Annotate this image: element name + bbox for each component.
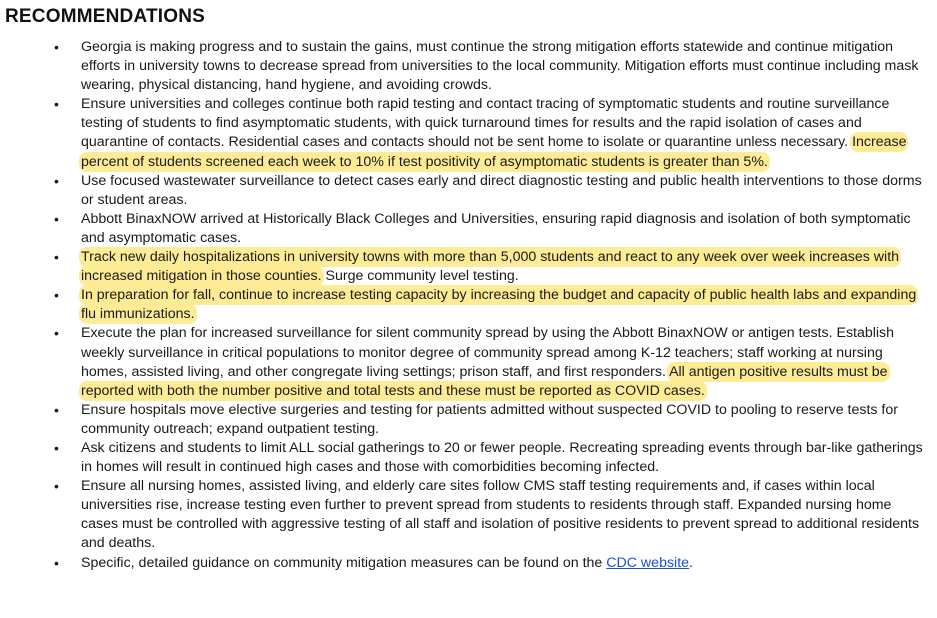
bullet-icon: • — [54, 39, 59, 55]
recommendation-item — [0, 248, 937, 286]
bullet-icon: • — [54, 554, 59, 571]
recommendation-text: Use focused wastewater surveillance to detect cases early and direct diagnostic testing and public health interventions to those dorms or student areas. — [81, 172, 922, 208]
recommendation-item — [0, 95, 937, 171]
recommendation-text: Ensure universities and colleges continue both rapid testing and contact tracing of symptomatic students and routine surveillance testing of students to find asymptomatic students, with quick turnaround times for results and the rapid isolation of cases and quarantine of contacts. Residential cases and contacts should not be sent home to isolate or quarantine unless necessary. — [81, 96, 890, 151]
bullet-icon: • — [54, 172, 59, 189]
recommendation-text: Ensure all nursing homes, assisted living, and elderly care sites follow CMS staff testing requirements and, if cases within local universities rise, increase testing even further to prevent spread from students to residents through staff. Expanded nursing home cases must be controlled with aggressive testing of all staff and isolation of positive residents to prevent spread to additional residents and deaths. — [81, 478, 920, 552]
recommendation-text: Specific, detailed guidance on community mitigation measures can be found on the — [81, 554, 607, 571]
bullet-icon: • — [54, 478, 59, 495]
recommendation-item — [0, 439, 937, 477]
recommendation-item — [0, 172, 937, 210]
highlighted-text: In preparation for fall, continue to increase testing capacity by increasing the budget and capacity of public health labs and expanding flu immunizations. — [81, 287, 917, 323]
recommendation-text: . — [689, 554, 693, 571]
recommendation-text: Georgia is making progress and to sustain the gains, must continue the strong mitigation efforts statewide and continue mitigation efforts in university towns to decrease spread from universities to the local community. Mitigation efforts must continue including mask wearing, physical distancing, hand hygiene, and avoiding crowds. — [81, 39, 919, 94]
recommendation-item — [0, 38, 937, 95]
recommendation-item — [0, 210, 937, 248]
recommendation-text: Ask citizens and students to limit ALL social gatherings to 20 or fewer people. Recreating spreading events through bar-like gatherings in homes will result in continued high cases and those with comorbidities becoming infected. — [81, 439, 923, 476]
highlighted-text: All antigen positive results must be reported with both the number positive and total tests and these must be reported as COVID cases. — [81, 363, 888, 399]
recommendation-item — [0, 401, 937, 439]
recommendation-text: Abbott BinaxNOW arrived at Historically Black Colleges and Universities, ensuring rapid diagnosis and isolation of both symptomatic and asymptomatic cases. — [81, 210, 911, 246]
highlighted-text: Increase percent of students screened each week to 10% if test positivity of asymptomatic students is greater than 5%. — [81, 134, 907, 170]
bullet-icon: • — [54, 96, 59, 113]
recommendation-text: Execute the plan for increased surveillance for silent community spread by using the Abbott BinaxNOW or antigen tests. Establish weekly surveillance in critical populations to monitor degree of community spread among K-12 teachers; staff working at nursing homes, assisted living, and other congregate living settings; prison staff, and first responders. — [81, 325, 895, 380]
bullet-icon: • — [54, 210, 59, 227]
bullet-icon: • — [54, 325, 59, 342]
highlighted-text: Track new daily hospitalizations in university towns with more than 5,000 students and react to any week over week increases with increased mitigation in those counties. — [81, 249, 900, 285]
section-heading: RECOMMENDATIONS — [5, 6, 206, 27]
recommendation-text: Ensure hospitals move elective surgeries and testing for patients admitted without suspected COVID to pooling to reserve tests for community outreach; expand outpatient testing. — [81, 401, 898, 437]
recommendation-text: Surge community level testing. — [321, 268, 519, 285]
bullet-icon: • — [54, 401, 59, 418]
cdc-website-link[interactable]: CDC website — [606, 554, 690, 571]
recommendation-item — [0, 554, 937, 573]
bullet-icon: • — [54, 287, 59, 304]
recommendation-item — [0, 286, 937, 324]
bullet-icon: • — [54, 439, 59, 456]
recommendation-item — [0, 324, 937, 400]
recommendations-list — [0, 38, 937, 573]
recommendation-item — [0, 477, 937, 553]
bullet-icon: • — [54, 249, 59, 266]
